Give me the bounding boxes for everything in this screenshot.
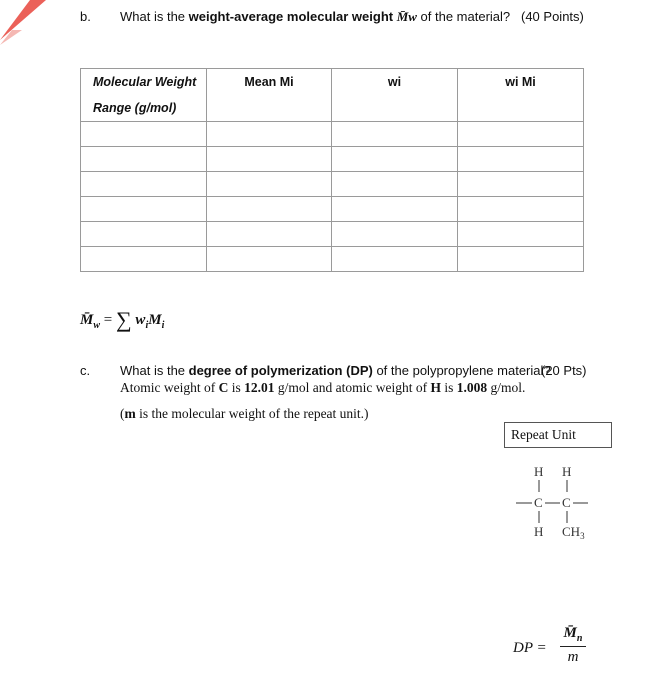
header-mw-range	[81, 69, 207, 122]
table-row	[81, 147, 584, 172]
mw-formula-lhs-sub: w	[93, 320, 101, 331]
carbon-weight: 12.01	[244, 380, 275, 395]
table-cell[interactable]	[207, 222, 332, 247]
h-top-right: H	[562, 464, 572, 479]
table-cell[interactable]	[458, 172, 584, 197]
dp-numerator: $M̄_n$	[563, 625, 583, 644]
table-row	[81, 247, 584, 272]
dp-fraction	[560, 625, 586, 666]
mw-formula	[80, 307, 164, 333]
table-row	[81, 222, 584, 247]
question-b-points: (40 Points)	[521, 9, 584, 24]
c-left: C	[534, 495, 543, 510]
header-wi: wi	[332, 69, 458, 122]
sigma-symbol: ∑	[115, 307, 132, 332]
line2-text-e: g/mol.	[487, 380, 526, 395]
table-cell[interactable]	[207, 122, 332, 147]
line3-open: (	[120, 406, 125, 421]
dp-formula-lhs: DP =	[513, 640, 547, 656]
table-cell[interactable]	[207, 147, 332, 172]
c-right: C	[562, 495, 571, 510]
question-b-text-before: What is the	[120, 9, 189, 24]
line3-rest: is the molecular weight of the repeat unit.)	[135, 406, 369, 421]
question-c-label: c.	[80, 363, 91, 378]
table-cell[interactable]	[81, 122, 207, 147]
table-cell[interactable]	[207, 197, 332, 222]
ch3-group: $CH_3$	[562, 524, 585, 541]
carbon-symbol: C	[218, 380, 229, 395]
header-mw-range-line1: Molecular Weight	[93, 75, 197, 89]
header-mw-range-line2: Range (g/mol)	[93, 101, 177, 115]
table-cell[interactable]	[81, 172, 207, 197]
mw-formula-lhs: M̄	[80, 312, 94, 328]
hydrogen-weight: 1.008	[456, 380, 488, 395]
table-cell[interactable]	[458, 197, 584, 222]
question-c-line1-before: What is the	[120, 363, 189, 378]
table-cell[interactable]	[207, 172, 332, 197]
table-row	[81, 122, 584, 147]
table-cell[interactable]	[332, 147, 458, 172]
line2-text-d: is	[440, 380, 457, 395]
mw-formula-equals: =	[100, 312, 116, 328]
table-cell[interactable]	[81, 197, 207, 222]
table-header-row	[81, 69, 584, 122]
question-b-label: b.	[80, 9, 91, 24]
table-cell[interactable]	[458, 122, 584, 147]
question-b-text-after: of the material?	[416, 9, 511, 24]
mw-formula-m-sub: i	[161, 320, 165, 331]
table-cell[interactable]	[81, 247, 207, 272]
question-c-line1-bold: degree of polymerization (DP)	[188, 363, 373, 378]
header-wi-mi: wi Mi	[458, 69, 584, 122]
table-cell[interactable]	[81, 147, 207, 172]
line2-text-a: Atomic weight of	[120, 380, 219, 395]
line3-bold-m: m	[124, 406, 136, 421]
repeat-unit-label: Repeat Unit	[504, 422, 612, 448]
table-cell[interactable]	[332, 172, 458, 197]
h-top-left: H	[534, 464, 544, 479]
table-cell[interactable]	[458, 147, 584, 172]
table-row	[81, 172, 584, 197]
question-b-bold: weight-average molecular weight	[188, 9, 397, 24]
mw-formula-m: M	[148, 312, 162, 328]
line2-text-c: g/mol and atomic weight of	[274, 380, 431, 395]
table-cell[interactable]	[458, 222, 584, 247]
table-cell[interactable]	[332, 247, 458, 272]
question-c-line2	[120, 380, 525, 396]
question-c-line1	[120, 363, 551, 378]
header-mean-mi: Mean Mi	[207, 69, 332, 122]
line2-text-b: is	[228, 380, 245, 395]
molecular-weight-table	[80, 68, 584, 272]
polypropylene-structure	[510, 462, 610, 547]
table-cell[interactable]	[332, 197, 458, 222]
hydrogen-symbol: H	[430, 380, 441, 395]
dp-denominator: m	[567, 649, 579, 665]
fraction-bar	[560, 646, 586, 647]
corner-accent-decoration	[0, 0, 60, 45]
table-cell[interactable]	[332, 122, 458, 147]
table-cell[interactable]	[81, 222, 207, 247]
mw-formula-w: w	[135, 312, 146, 328]
table-cell[interactable]	[207, 247, 332, 272]
question-c-line3	[120, 406, 369, 422]
mw-formula-w-sub: i	[145, 320, 149, 331]
table-row	[81, 197, 584, 222]
table-cell[interactable]	[458, 247, 584, 272]
question-b-text	[120, 9, 510, 25]
mw-symbol: M̄w	[396, 9, 417, 24]
table-cell[interactable]	[332, 222, 458, 247]
question-c-line1-after: of the polypropylene material?	[372, 363, 551, 378]
h-bottom: H	[534, 524, 544, 539]
question-c-points: (20 Pts)	[541, 363, 587, 378]
